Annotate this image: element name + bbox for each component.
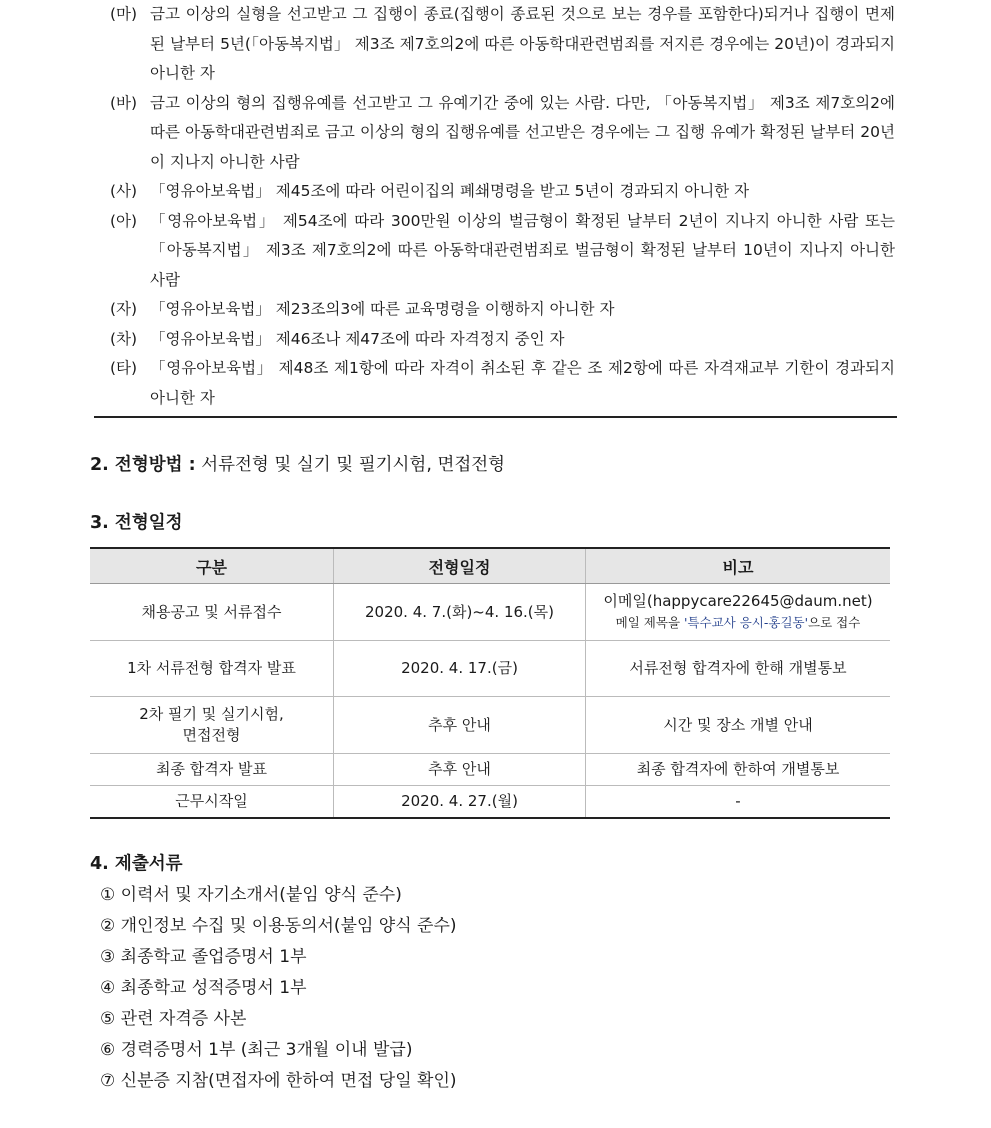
note-cell: 서류전형 합격자에 한해 개별통보 bbox=[586, 641, 891, 697]
note-cell bbox=[586, 584, 891, 641]
schedule-table bbox=[90, 547, 890, 819]
list-item: ⑥ 경력증명서 1부 (최근 3개월 이내 발급) bbox=[100, 1040, 413, 1060]
column-header: 구분 bbox=[90, 548, 334, 584]
list-item: ⑦ 신분증 지참(면접자에 한하여 면접 당일 확인) bbox=[100, 1071, 457, 1091]
list-item: ② 개인정보 수집 및 이용동의서(붙임 양식 준수) bbox=[100, 916, 457, 936]
list-item: (마) 금고 이상의 실형을 선고받고 그 집행이 종료(집행이 종료된 것으로 보는 경우를 포함한다)되거나 집행이 면제된 날부터 5년(「아동복지법」 제3조 제7호의2에 따른 아동학대관련범죄를 저지른 경우에는 20년)이 경과되지 아니한 자 bbox=[110, 5, 895, 82]
list-item: (바) 금고 이상의 형의 집행유예를 선고받고 그 유예기간 중에 있는 사람. 다만, 「아동복지법」 제3조 제7호의2에 따른 아동학대관련범죄로 금고 이상의 형의 집행유예를 선고받은 경우에는 그 집행 유예가 확정된 날부터 20년이 지나지 아니한 사람 bbox=[110, 93, 895, 171]
table-row bbox=[90, 697, 890, 754]
table-row bbox=[90, 754, 890, 786]
section-divider bbox=[94, 416, 897, 418]
stage-cell: 채용공고 및 서류접수 bbox=[90, 584, 334, 641]
list-item: ④ 최종학교 성적증명서 1부 bbox=[100, 978, 307, 998]
stage-cell: 근무시작일 bbox=[90, 786, 334, 818]
date-cell: 추후 안내 bbox=[334, 697, 586, 754]
list-item: (아) 「영유아보육법」 제54조에 따라 300만원 이상의 벌금형이 확정된 날부터 2년이 지나지 아니한 사람 또는 「아동복지법」 제3조 제7호의2에 따른 아동학대관련범죄로 벌금형이 확정된 날부터 10년이 지나지 아니한 사람 bbox=[110, 211, 895, 289]
selection-method-text: 서류전형 및 실기 및 필기시험, 면접전형 bbox=[195, 455, 506, 475]
list-item: (차) 「영유아보육법」 제46조나 제47조에 따라 자격정지 중인 자 bbox=[110, 329, 565, 348]
stage-cell: 2차 필기 및 실기시험, 면접전형 bbox=[90, 697, 334, 754]
note-cell: 시간 및 장소 개별 안내 bbox=[586, 697, 891, 754]
date-cell: 2020. 4. 7.(화)~4. 16.(목) bbox=[334, 584, 586, 641]
column-header: 전형일정 bbox=[334, 548, 586, 584]
table-row bbox=[90, 641, 890, 697]
column-header: 비고 bbox=[586, 548, 891, 584]
stage-cell: 1차 서류전형 합격자 발표 bbox=[90, 641, 334, 697]
email-subject-example: '특수교사 응시-홍길동' bbox=[684, 615, 809, 630]
date-cell: 추후 안내 bbox=[334, 754, 586, 786]
stage-cell: 최종 합격자 발표 bbox=[90, 754, 334, 786]
section-4-heading: 4. 제출서류 bbox=[90, 854, 183, 874]
email-subject-note: 메일 제목을 '특수교사 응시-홍길동'으로 접수 bbox=[615, 615, 861, 630]
note-cell: - bbox=[586, 786, 891, 818]
document-list bbox=[100, 880, 457, 1097]
list-item: (자) 「영유아보육법」 제23조의3에 따른 교육명령을 이행하지 아니한 자 bbox=[110, 300, 615, 318]
disqualification-list bbox=[110, 0, 895, 413]
date-cell: 2020. 4. 17.(금) bbox=[334, 641, 586, 697]
contact-email: 이메일(happycare22645@daum.net) bbox=[603, 592, 873, 610]
list-item: (사) 「영유아보육법」 제45조에 따라 어린이집의 폐쇄명령을 받고 5년이 경과되지 아니한 자 bbox=[110, 182, 750, 200]
table-row bbox=[90, 584, 890, 641]
table-row bbox=[90, 786, 890, 818]
section-3-heading: 3. 전형일정 bbox=[90, 513, 183, 533]
table-header-row bbox=[90, 548, 890, 584]
list-item: ③ 최종학교 졸업증명서 1부 bbox=[100, 947, 307, 967]
note-cell: 최종 합격자에 한하여 개별통보 bbox=[586, 754, 891, 786]
section-2-heading: 2. 전형방법 : 서류전형 및 실기 및 필기시험, 면접전형 bbox=[90, 455, 506, 475]
list-item: ⑤ 관련 자격증 사본 bbox=[100, 1009, 247, 1029]
date-cell: 2020. 4. 27.(월) bbox=[334, 786, 586, 818]
list-item: (타) 「영유아보육법」 제48조 제1항에 따라 자격이 취소된 후 같은 조 제2항에 따른 자격재교부 기한이 경과되지 아니한 자 bbox=[110, 359, 895, 407]
list-item: ① 이력서 및 자기소개서(붙임 양식 준수) bbox=[100, 885, 402, 905]
